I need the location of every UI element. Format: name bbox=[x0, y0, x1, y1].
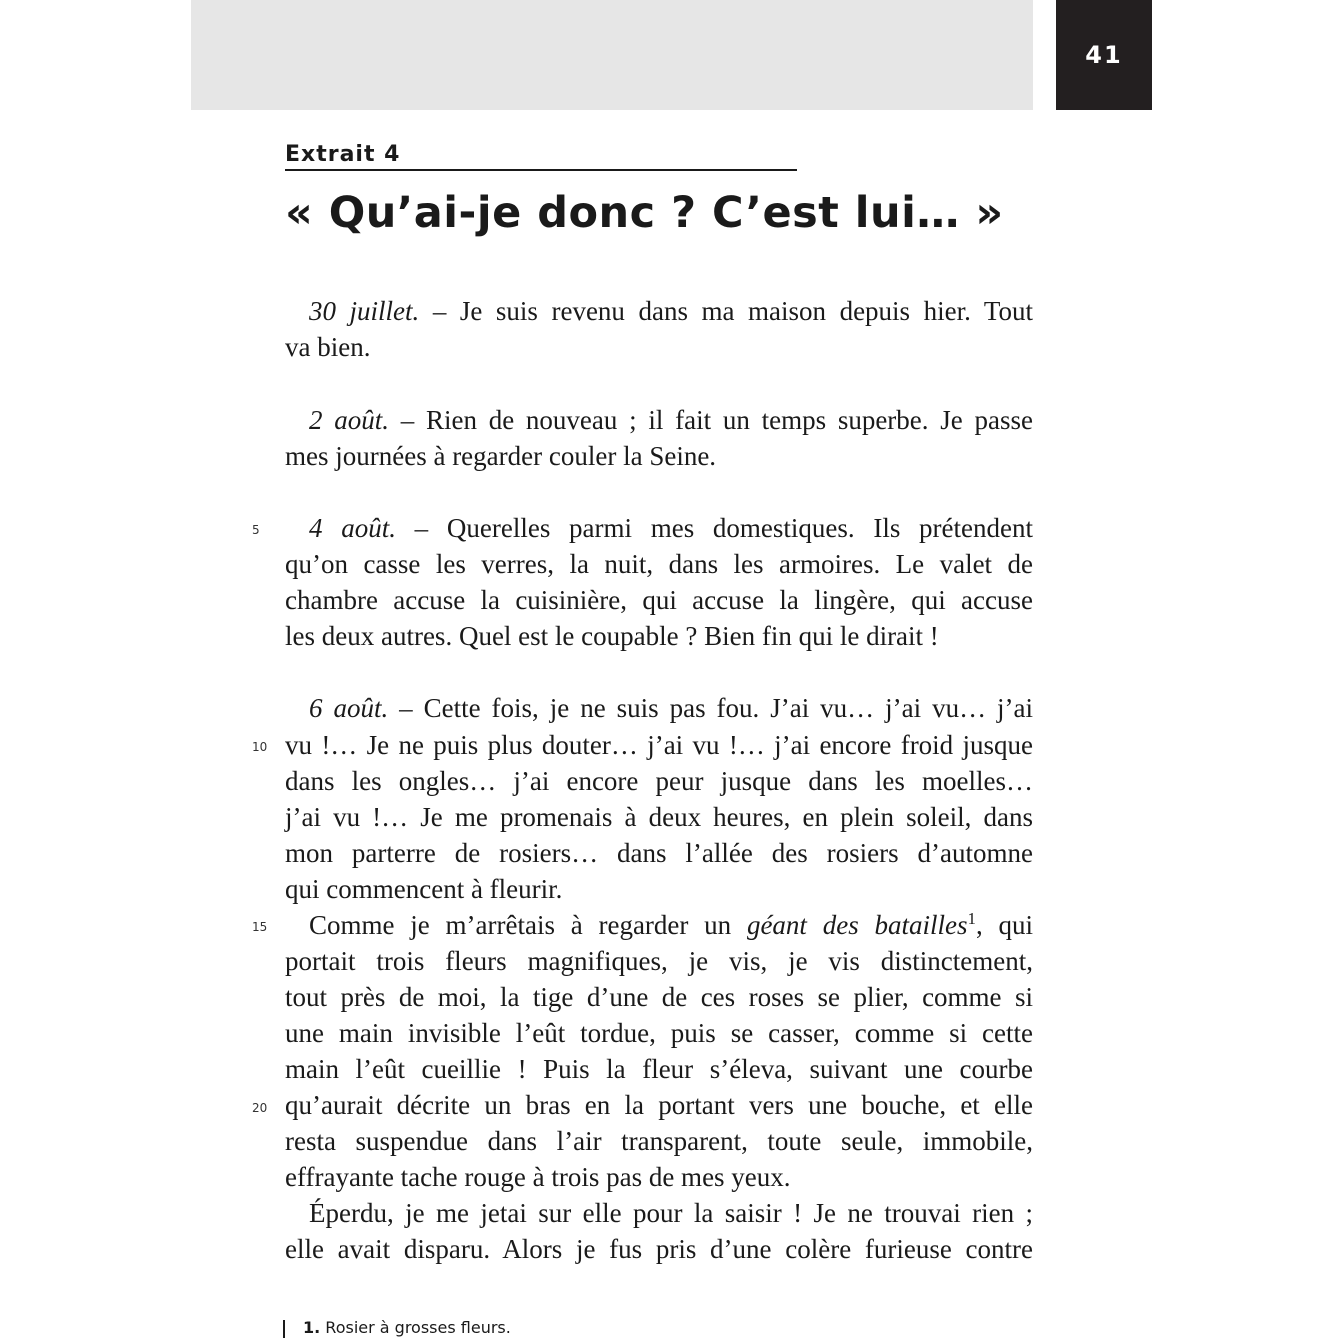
text-line: vu !… Je ne puis plus douter… j’ai vu !… j’ai encore froid jusque bbox=[285, 730, 1033, 760]
entry-date: 6 août. bbox=[309, 693, 389, 723]
text-line bbox=[309, 907, 1033, 943]
entry-date: 2 août. bbox=[309, 405, 389, 435]
entry-date: 30 juillet. bbox=[309, 296, 420, 326]
text-line: qu’aurait décrite un bras en la portant vers une bouche, et elle bbox=[285, 1090, 1033, 1120]
footnote bbox=[303, 1318, 511, 1337]
page-number-text: 41 bbox=[1085, 41, 1123, 69]
text-line: mon parterre de rosiers… dans l’allée des rosiers d’automne bbox=[285, 838, 1033, 868]
text-line: j’ai vu !… Je me promenais à deux heures, en plein soleil, dans bbox=[285, 802, 1033, 832]
text-line: effrayante tache rouge à trois pas de mes yeux. bbox=[285, 1162, 791, 1192]
text-line: resta suspendue dans l’air transparent, toute seule, immobile, bbox=[285, 1126, 1033, 1156]
text-span: – Querelles parmi mes domestiques. Ils prétendent bbox=[395, 513, 1033, 543]
header-band bbox=[191, 0, 1033, 110]
text-line: dans les ongles… j’ai encore peur jusque dans les moelles… bbox=[285, 766, 1033, 796]
footnote-ref: 1 bbox=[967, 909, 976, 928]
text-line: les deux autres. Quel est le coupable ? Bien fin qui le dirait ! bbox=[285, 621, 939, 651]
text-line bbox=[309, 690, 1033, 726]
text-line: elle avait disparu. Alors je fus pris d’une colère furieuse contre bbox=[285, 1234, 1033, 1264]
entry-date: 4 août. bbox=[309, 513, 396, 543]
footnote-text: Rosier à grosses fleurs. bbox=[320, 1318, 511, 1337]
text-line bbox=[309, 510, 1033, 546]
text-line: qu’on casse les verres, la nuit, dans les armoires. Le valet de bbox=[285, 549, 1033, 579]
text-span: , qui bbox=[975, 910, 1033, 940]
text-line: tout près de moi, la tige d’une de ces roses se plier, comme si bbox=[285, 982, 1033, 1012]
text-line: Éperdu, je me jetai sur elle pour la saisir ! Je ne trouvai rien ; bbox=[309, 1198, 1033, 1228]
text-line: une main invisible l’eût tordue, puis se casser, comme si cette bbox=[285, 1018, 1033, 1048]
line-number: 5 bbox=[252, 523, 260, 537]
text-span: – Je suis revenu dans ma maison depuis hier. Tout bbox=[419, 296, 1033, 326]
text-line bbox=[309, 293, 1033, 329]
rose-name: géant des batailles bbox=[746, 910, 968, 940]
line-number: 15 bbox=[252, 920, 268, 934]
line-number: 10 bbox=[252, 740, 268, 754]
line-number: 20 bbox=[252, 1101, 268, 1115]
text-span: Comme je m’arrêtais à regarder un bbox=[309, 910, 747, 940]
page-number bbox=[1056, 0, 1152, 110]
text-span: – Cette fois, je ne suis pas fou. J’ai vu… j’ai vu… j’ai bbox=[388, 693, 1033, 723]
text-line: mes journées à regarder couler la Seine. bbox=[285, 441, 717, 471]
chapter-title: « Qu’ai-je donc ? C’est lui… » bbox=[285, 188, 1004, 238]
footnote-bar bbox=[283, 1320, 285, 1338]
text-line: chambre accuse la cuisinière, qui accuse la lingère, qui accuse bbox=[285, 585, 1033, 615]
footnote-number: 1. bbox=[303, 1318, 321, 1337]
extract-label: Extrait 4 bbox=[285, 142, 797, 171]
text-line: qui commencent à fleurir. bbox=[285, 874, 563, 904]
text-line: main l’eût cueillie ! Puis la fleur s’éleva, suivant une courbe bbox=[285, 1054, 1033, 1084]
text-span: – Rien de nouveau ; il fait un temps superbe. Je passe bbox=[389, 405, 1033, 435]
text-line: portait trois fleurs magnifiques, je vis, je vis distinctement, bbox=[285, 946, 1033, 976]
text-line: va bien. bbox=[285, 332, 371, 362]
text-line bbox=[309, 402, 1033, 438]
